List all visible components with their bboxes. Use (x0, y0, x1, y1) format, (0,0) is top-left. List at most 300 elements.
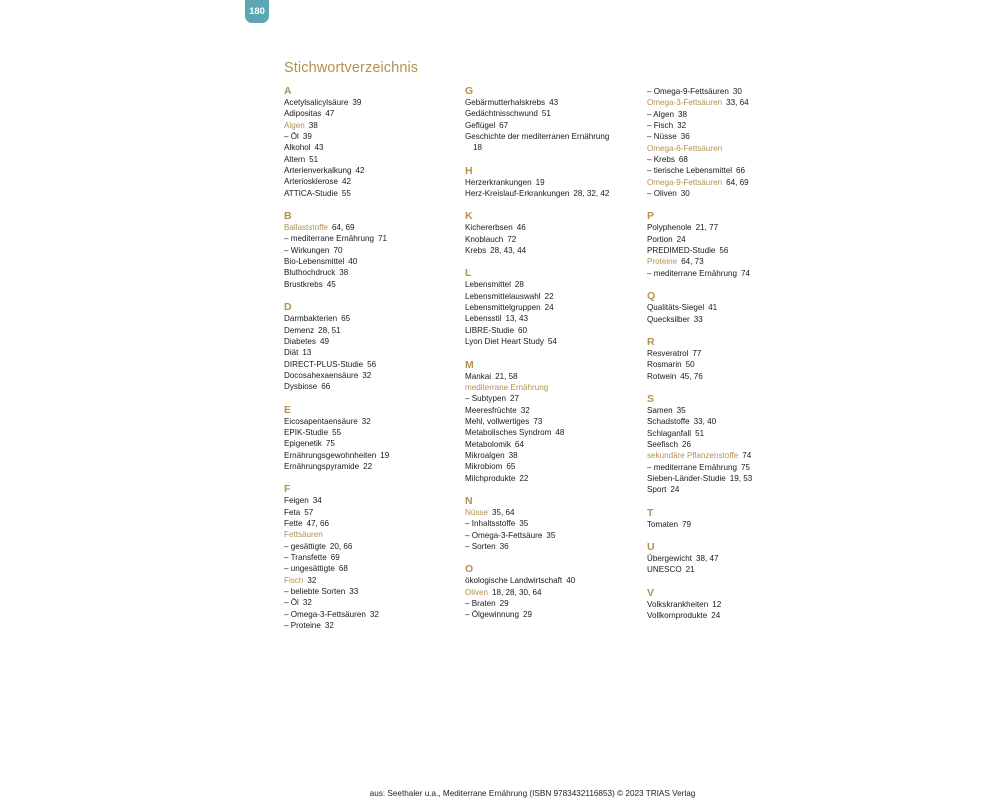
entry-pages: 33 (349, 587, 359, 597)
entry-pages: 21, 77 (695, 223, 719, 233)
entry-pages: 46 (516, 223, 526, 233)
entry-pages: 22 (363, 461, 373, 471)
entry-pages: 20, 66 (329, 541, 353, 551)
index-section (647, 337, 832, 382)
index-section (647, 211, 832, 279)
index-section (284, 484, 469, 631)
entry-pages: 65 (341, 314, 351, 324)
index-entry (647, 268, 832, 279)
entry-pages: 32 (307, 575, 317, 585)
entry-term: Kichererbsen (465, 223, 513, 233)
index-section (647, 542, 832, 576)
index-entry (465, 575, 650, 586)
index-entry (465, 450, 650, 461)
index-entry (647, 599, 832, 610)
index-entry (284, 507, 469, 518)
entry-term: Lyon Diet Heart Study (465, 337, 544, 347)
section-letter: P (647, 210, 655, 223)
index-entry (284, 495, 469, 506)
index-entry (284, 461, 469, 472)
entry-term: – Inhaltsstoffe (465, 519, 516, 529)
entry-term: Lebensmittel (465, 280, 511, 290)
index-entry (647, 302, 832, 313)
index-entry (647, 564, 832, 575)
index-entry (465, 587, 650, 598)
entry-pages: 34 (312, 496, 322, 506)
index-section (465, 86, 650, 154)
index-entry (465, 461, 650, 472)
index-entry (284, 575, 469, 586)
entry-pages: 39 (352, 98, 362, 107)
entry-pages: 60 (518, 325, 528, 335)
index-title: Stichwortverzeichnis (284, 60, 419, 76)
index-entry (647, 143, 832, 154)
index-entry (465, 222, 650, 233)
index-entry (284, 438, 469, 449)
entry-term: – mediterrane Ernährung (647, 268, 737, 278)
entry-term: Lebensmittelgruppen (465, 303, 541, 313)
entry-pages: 47, 66 (306, 518, 329, 528)
entry-term: Fisch (284, 575, 304, 585)
entry-term: Docosahexaensäure (284, 370, 359, 380)
entry-pages: 57 (304, 507, 314, 517)
index-entry (465, 234, 650, 245)
entry-pages: 19 (535, 177, 545, 187)
index-entry (465, 142, 650, 153)
entry-term: – Omega-3-Fettsäure (465, 530, 543, 540)
section-letter: R (647, 335, 655, 348)
index-entry (284, 541, 469, 552)
section-letter: N (465, 494, 473, 507)
entry-pages: 35 (676, 405, 686, 415)
entry-term: – tierische Lebensmittel (647, 166, 733, 176)
entry-pages: 30 (732, 87, 742, 96)
footer-citation: aus: Seethaler u.a., Mediterrane Ernährung (ISBN 9783432116853) © 2023 TRIAS Verlag (369, 789, 696, 798)
entry-term: Lebensstil (465, 314, 502, 324)
entry-term: Omega-3-Fettsäuren (647, 98, 723, 108)
index-entry (284, 518, 469, 529)
entry-term: – Subtypen (465, 394, 506, 404)
entry-pages: 55 (341, 188, 351, 198)
entry-pages: 32 (324, 621, 334, 631)
entry-pages: 54 (547, 337, 557, 347)
index-entry (284, 336, 469, 347)
entry-pages: 69 (330, 553, 340, 562)
index-entry (284, 176, 469, 187)
index-entry (284, 347, 469, 358)
index-column-2 (465, 86, 650, 633)
index-entry (284, 359, 469, 370)
entry-term: Feigen (284, 496, 309, 506)
index-entry (284, 450, 469, 461)
entry-term: – Omega-3-Fettsäuren (284, 609, 366, 619)
entry-pages: 51 (541, 109, 551, 119)
entry-term: Sieben-Länder-Studie (647, 473, 726, 483)
entry-pages: 24 (676, 234, 686, 244)
index-entry (284, 267, 469, 278)
index-entry (465, 245, 650, 256)
entry-term: Arterienverkalkung (284, 166, 352, 176)
index-entry (647, 416, 832, 427)
entry-pages: 47 (325, 109, 335, 119)
entry-term: Seefisch (647, 439, 679, 449)
index-entry (465, 439, 650, 450)
entry-pages: 68 (678, 155, 688, 165)
entry-term: Herzerkrankungen (465, 177, 532, 187)
index-section (465, 211, 650, 256)
entry-pages: 38, 47 (696, 553, 719, 563)
entry-term: – Proteine (284, 621, 321, 631)
index-entry (284, 108, 469, 119)
entry-pages: 22 (544, 291, 554, 301)
section-letter: O (465, 563, 474, 576)
entry-pages: 21, 58 (495, 371, 518, 381)
index-entry (284, 233, 469, 244)
section-letter: K (465, 210, 473, 223)
index-section (284, 405, 469, 473)
entry-term: – Braten (465, 599, 496, 608)
entry-pages: 22 (519, 473, 529, 483)
section-letter: L (465, 267, 472, 280)
entry-pages: 72 (507, 234, 517, 244)
section-letter: S (647, 392, 655, 405)
entry-pages: 29 (499, 599, 509, 608)
index-entry (465, 188, 650, 199)
entry-term: – beliebte Sorten (284, 587, 346, 597)
index-section (284, 302, 469, 392)
entry-pages: 77 (692, 348, 702, 358)
section-letter: F (284, 483, 291, 496)
entry-pages: 73 (533, 416, 543, 426)
index-entry (465, 291, 650, 302)
section-letter: E (284, 403, 292, 416)
index-entry (284, 381, 469, 392)
entry-pages: 79 (682, 519, 692, 529)
entry-term: Alkohol (284, 143, 311, 153)
entry-pages: 67 (499, 120, 509, 130)
entry-term: Metabolomik (465, 439, 511, 449)
entry-term: Milchprodukte (465, 473, 516, 483)
entry-term: Vollkornprodukte (647, 611, 708, 620)
entry-term: Schlaganfall (647, 428, 692, 438)
index-entry (465, 405, 650, 416)
entry-term: Knoblauch (465, 234, 504, 244)
entry-pages: 28, 32, 42 (573, 189, 610, 199)
entry-term: Fettsäuren (284, 530, 323, 540)
entry-term: Schadstoffe (647, 417, 690, 427)
entry-term: Krebs (465, 246, 487, 256)
index-entry (465, 131, 650, 142)
index-entry (647, 165, 832, 176)
index-entry (647, 553, 832, 564)
entry-pages: 48 (555, 428, 565, 438)
entry-term: LIBRE-Studie (465, 325, 515, 335)
entry-pages: 24 (670, 485, 680, 495)
index-section (647, 394, 832, 496)
entry-term: Herz-Kreislauf-Erkrankungen (465, 189, 570, 199)
index-entry (465, 416, 650, 427)
entry-term: – Krebs (647, 155, 675, 165)
entry-pages: 42 (355, 166, 365, 176)
entry-pages: 32 (677, 121, 687, 131)
entry-term: – Sorten (465, 541, 496, 551)
entry-term: Ernährungspyramide (284, 461, 360, 471)
index-entry (284, 427, 469, 438)
index-entry (284, 279, 469, 290)
entry-pages: 33 (693, 314, 703, 324)
entry-term: Lebensmittelauswahl (465, 291, 541, 301)
entry-pages: 64, 73 (681, 257, 704, 267)
index-entry (647, 439, 832, 450)
index-entry (647, 371, 832, 382)
index-entry (465, 97, 650, 108)
entry-term: Übergewicht (647, 553, 692, 563)
index-entry (284, 154, 469, 165)
entry-term: UNESCO (647, 565, 682, 575)
index-entry (284, 563, 469, 574)
entry-term: Arteriosklerose (284, 177, 338, 187)
index-entry (284, 131, 469, 142)
entry-term: – Oliven (647, 189, 677, 199)
entry-term: EPIK-Studie (284, 427, 329, 437)
entry-term: DIRECT-PLUS-Studie (284, 359, 364, 369)
entry-pages: 26 (682, 439, 692, 449)
index-entry (465, 371, 650, 382)
entry-term: – Transfette (284, 553, 327, 562)
entry-term: – Ölgewinnung (465, 610, 519, 620)
entry-pages: 38 (308, 120, 318, 130)
index-entry (647, 359, 832, 370)
index-section (647, 508, 832, 530)
entry-pages: 50 (685, 360, 695, 370)
index-entry (465, 279, 650, 290)
index-entry (465, 313, 650, 324)
entry-term: Geschichte der mediterranen Ernährung (465, 132, 610, 142)
entry-term: Rotwein (647, 371, 677, 381)
entry-pages: 18, 28, 30, 64 (491, 587, 542, 597)
index-entry (465, 336, 650, 347)
section-letter: Q (647, 290, 656, 303)
index-entry (465, 541, 650, 552)
entry-term: Mikroalgen (465, 450, 505, 460)
entry-term: Epigenetik (284, 439, 322, 449)
section-letter: T (647, 506, 654, 519)
entry-pages: 35 (519, 519, 529, 529)
index-entry (465, 108, 650, 119)
section-letter: B (284, 210, 292, 223)
index-entry (647, 109, 832, 120)
entry-term: Nüsse (465, 507, 488, 517)
entry-pages: 32 (369, 609, 379, 619)
index-entry (647, 428, 832, 439)
index-entry (647, 120, 832, 131)
index-entry (647, 188, 832, 199)
section-letter: G (465, 85, 474, 97)
entry-pages: 13 (302, 348, 312, 358)
index-entry (465, 609, 650, 620)
entry-term: Diabetes (284, 336, 316, 346)
index-entry (284, 597, 469, 608)
entry-pages: 66 (321, 382, 331, 392)
entry-term: – ungesättigte (284, 564, 335, 574)
entry-term: Samen (647, 405, 673, 415)
entry-term: Mehl, vollwertiges (465, 416, 530, 426)
entry-pages: 51 (695, 428, 705, 438)
entry-term: Darmbakterien (284, 314, 338, 324)
index-section (465, 166, 650, 200)
entry-pages: 32 (362, 370, 372, 380)
index-entry (465, 382, 650, 393)
index-entry (647, 245, 832, 256)
page-number-badge: 180 (245, 0, 269, 23)
entry-term: Meeresfrüchte (465, 405, 517, 415)
index-entry (284, 188, 469, 199)
entry-pages: 38 (678, 109, 688, 119)
entry-pages: 29 (523, 610, 533, 620)
section-letter: H (465, 164, 473, 177)
entry-pages: 43 (314, 143, 324, 153)
index-entry (284, 256, 469, 267)
entry-pages: 74 (740, 268, 750, 278)
entry-term: – mediterrane Ernährung (647, 462, 737, 472)
entry-term: Quecksilber (647, 314, 690, 324)
entry-term: Geflügel (465, 120, 496, 130)
entry-term: Volkskrankheiten (647, 599, 709, 609)
entry-pages: 24 (544, 303, 554, 313)
index-entry (647, 154, 832, 165)
entry-pages: 38 (508, 450, 518, 460)
index-entry (647, 610, 832, 621)
entry-pages: 74 (742, 451, 752, 461)
index-entry (465, 302, 650, 313)
section-letter: D (284, 301, 292, 314)
entry-term: Fette (284, 518, 303, 528)
entry-term: Metabolisches Syndrom (465, 428, 552, 438)
entry-pages: 36 (499, 541, 509, 551)
index-entry (465, 518, 650, 529)
index-section (647, 86, 832, 199)
index-entry (647, 234, 832, 245)
entry-pages: 33, 64 (726, 98, 749, 108)
entry-pages: 71 (377, 234, 387, 244)
index-column-1 (284, 86, 469, 643)
index-entry (284, 529, 469, 540)
index-entry (465, 177, 650, 188)
entry-pages: 65 (506, 462, 516, 472)
entry-pages: 43 (549, 98, 559, 107)
entry-term: Ballaststoffe (284, 223, 328, 233)
entry-term: Omega-9-Fettsäuren (647, 177, 723, 187)
entry-pages: 35 (546, 530, 556, 540)
index-section (465, 496, 650, 552)
entry-term: Dysbiose (284, 382, 318, 392)
entry-term: Mikrobiom (465, 462, 503, 472)
index-entry (284, 97, 469, 108)
entry-pages: 24 (711, 611, 721, 620)
entry-pages: 35, 64 (491, 507, 515, 517)
index-entry (647, 405, 832, 416)
entry-pages: 75 (325, 439, 335, 449)
entry-pages: 64 (514, 439, 524, 449)
index-entry (647, 473, 832, 484)
entry-pages: 56 (367, 359, 377, 369)
index-entry (647, 484, 832, 495)
entry-pages: 64, 69 (331, 223, 355, 233)
index-entry (284, 222, 469, 233)
entry-pages: 36 (680, 132, 690, 142)
index-entry (647, 348, 832, 359)
entry-pages: 66 (736, 166, 746, 176)
entry-pages: 19 (380, 450, 390, 460)
entry-pages: 30 (680, 189, 690, 199)
index-entry (284, 165, 469, 176)
entry-term: – mediterrane Ernährung (284, 234, 374, 244)
entry-pages: 51 (309, 154, 319, 164)
index-entry (647, 177, 832, 188)
entry-term: Tomaten (647, 519, 679, 529)
entry-pages: 42 (341, 177, 351, 187)
entry-term: Mankai (465, 371, 492, 381)
entry-pages: 32 (361, 416, 371, 426)
entry-term: Eicosapentaensäure (284, 416, 358, 426)
index-column-3 (647, 86, 832, 633)
index-entry (284, 142, 469, 153)
entry-term: Altern (284, 154, 306, 164)
index-entry (284, 120, 469, 131)
entry-term: 18 (473, 143, 483, 153)
index-entry (465, 120, 650, 131)
section-letter: V (647, 586, 655, 599)
entry-pages: 27 (509, 394, 519, 404)
index-entry (465, 427, 650, 438)
entry-term: Feta (284, 507, 301, 517)
index-section (465, 360, 650, 484)
entry-term: Brustkrebs (284, 279, 323, 289)
entry-term: Algen (284, 120, 305, 130)
index-entry (647, 256, 832, 267)
index-section (465, 268, 650, 347)
entry-pages: 75 (740, 462, 750, 472)
entry-pages: 21 (685, 565, 695, 575)
entry-term: Oliven (465, 587, 488, 597)
index-entry (465, 530, 650, 541)
entry-pages: 39 (302, 132, 312, 142)
entry-term: – Omega-9-Fettsäuren (647, 87, 729, 96)
entry-pages: 13, 43 (505, 314, 528, 324)
index-entry (284, 313, 469, 324)
entry-term: Demenz (284, 325, 315, 335)
entry-pages: 40 (566, 576, 576, 586)
index-entry (647, 97, 832, 108)
entry-term: Polyphenole (647, 223, 692, 233)
index-entry (465, 507, 650, 518)
index-section (284, 86, 469, 199)
entry-pages: 33, 40 (693, 417, 717, 427)
entry-term: – gesättigte (284, 541, 326, 551)
index-entry (647, 462, 832, 473)
entry-term: Portion (647, 234, 673, 244)
entry-pages: 28, 43, 44 (490, 246, 527, 256)
index-entry (647, 222, 832, 233)
entry-pages: 19, 53 (729, 473, 753, 483)
entry-term: mediterrane Ernährung (465, 382, 549, 392)
index-entry (647, 131, 832, 142)
index-entry (465, 598, 650, 609)
index-entry (284, 552, 469, 563)
entry-term: Ernährungsgewohnheiten (284, 450, 377, 460)
entry-term: Bluthochdruck (284, 268, 336, 278)
entry-term: – Öl (284, 598, 299, 608)
